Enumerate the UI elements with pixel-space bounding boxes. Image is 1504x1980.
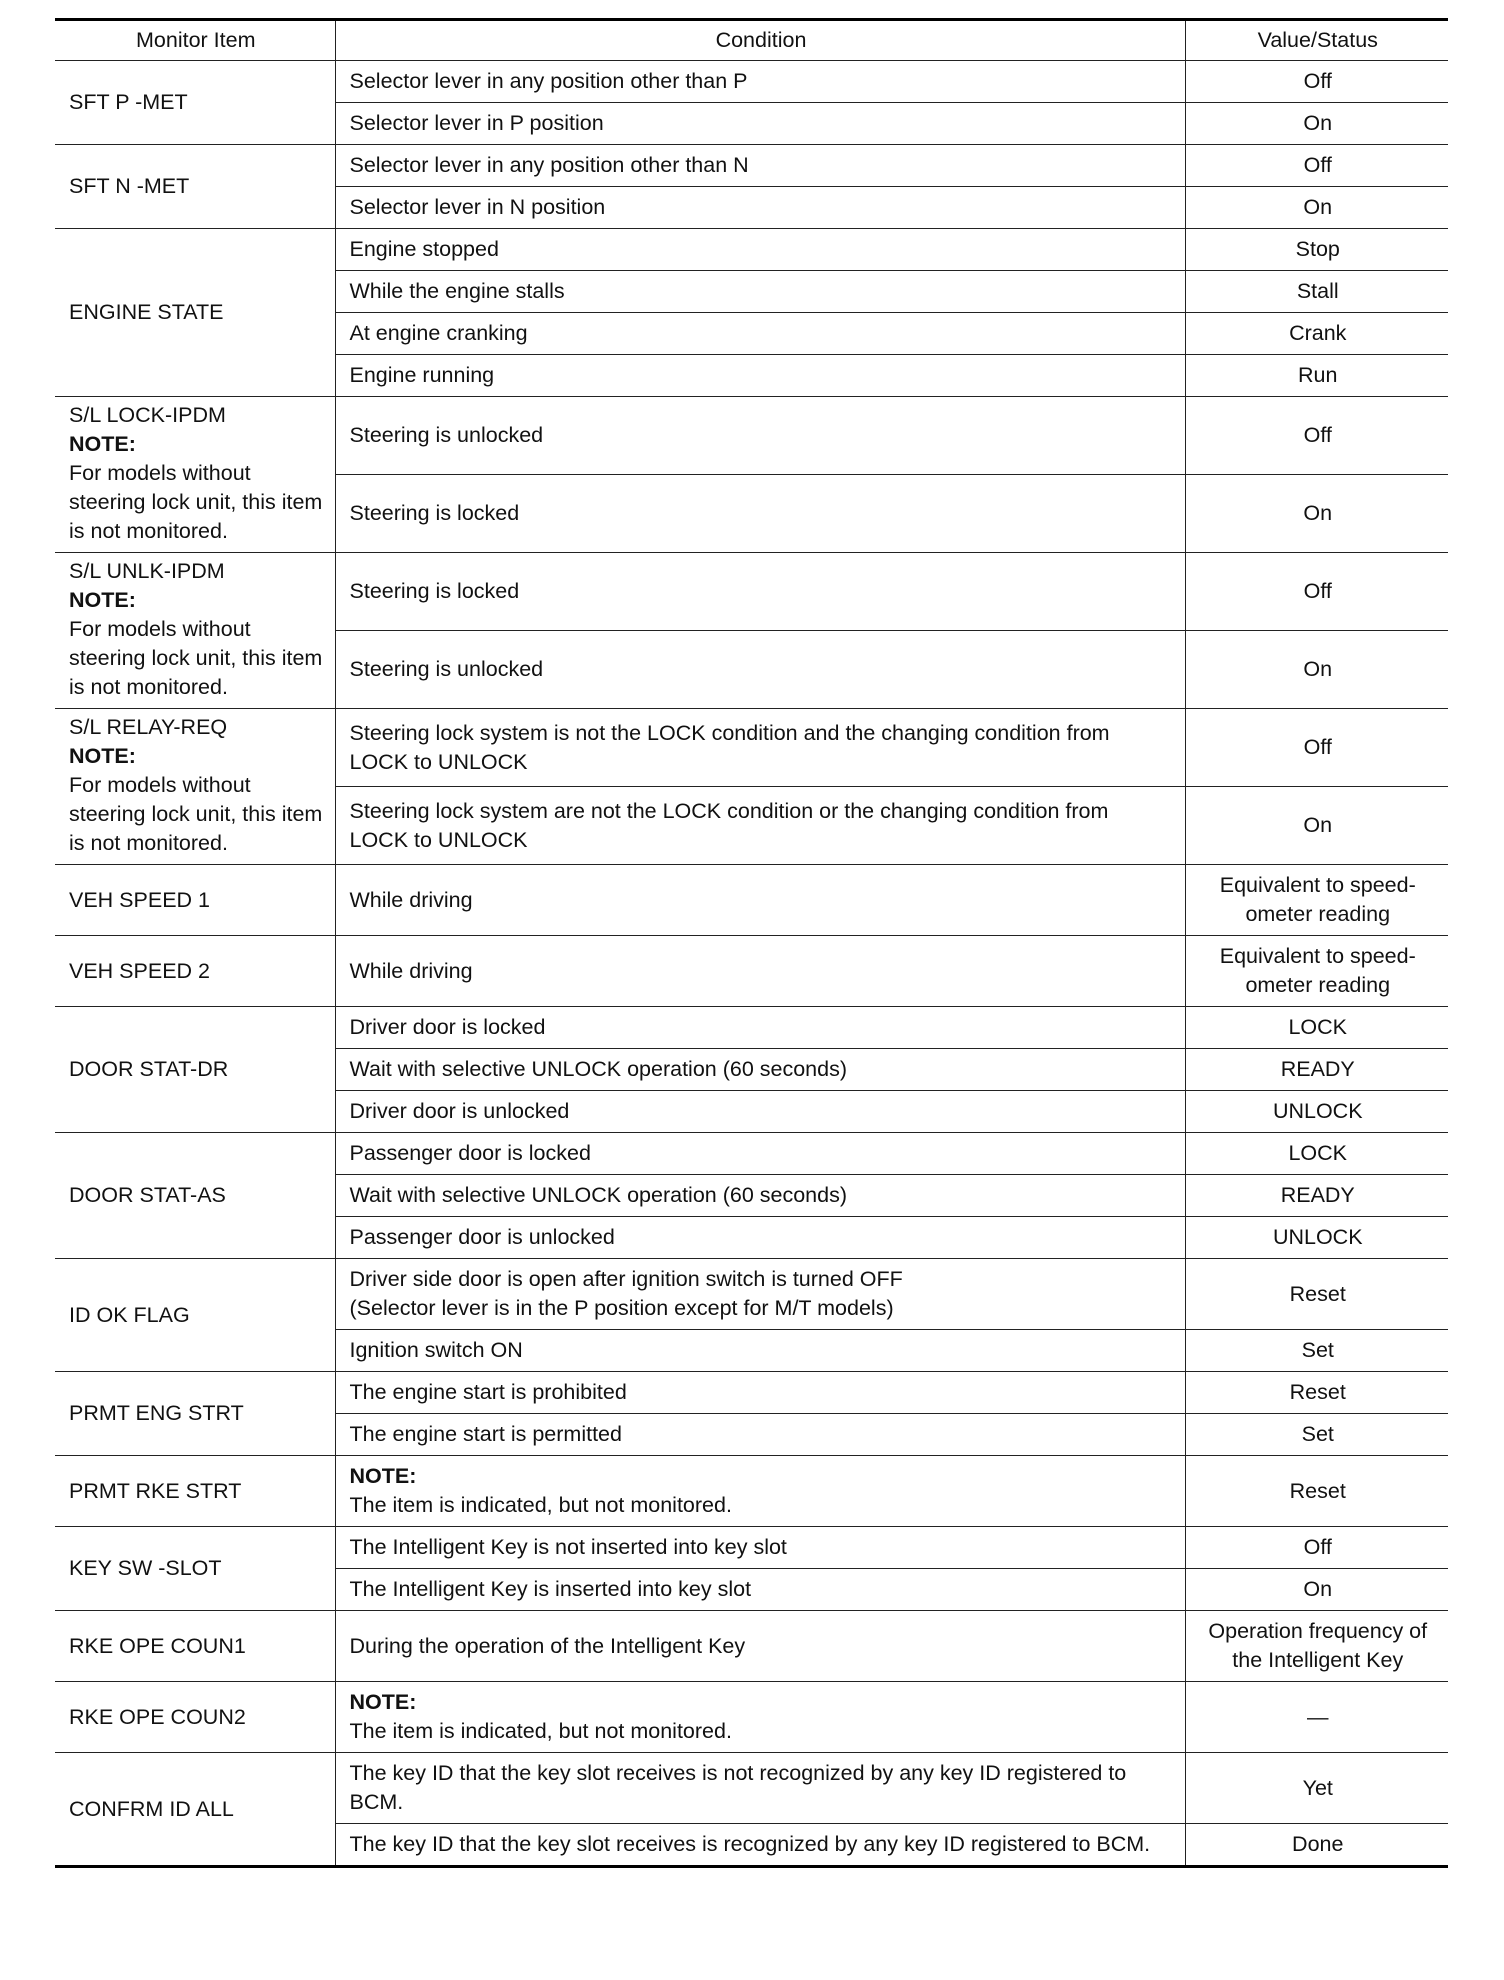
condition-text: Steering lock system are not the LOCK condition or the changing condition from LOCK to UNLOCK <box>349 798 1109 852</box>
value-status-cell: Reset <box>1185 1259 1448 1330</box>
monitor-item-cell <box>55 61 335 145</box>
value-status-cell: LOCK <box>1185 1007 1448 1049</box>
condition-cell <box>335 313 1185 355</box>
note-text: The item is indicated, but not monitored. <box>349 1493 732 1517</box>
table-row <box>55 865 1448 936</box>
condition-cell <box>335 1611 1185 1682</box>
monitor-item-name: KEY SW -SLOT <box>69 1556 222 1580</box>
condition-text: Steering is unlocked <box>349 423 544 447</box>
condition-text-2: (Selector lever is in the P position except for M/T models) <box>349 1296 894 1320</box>
condition-cell <box>335 187 1185 229</box>
monitor-item-cell <box>55 1611 335 1682</box>
table-row <box>55 1133 1448 1175</box>
value-status-cell: Yet <box>1185 1753 1448 1824</box>
value-status-cell: Equivalent to speed-ometer reading <box>1185 865 1448 936</box>
condition-text: Driver side door is open after ignition switch is turned OFF <box>349 1267 903 1291</box>
monitor-item-name: DOOR STAT-DR <box>69 1057 229 1081</box>
value-status-cell: Off <box>1185 553 1448 631</box>
condition-text: The engine start is permitted <box>349 1422 622 1446</box>
table-row <box>55 1259 1448 1330</box>
table-header-row <box>55 20 1448 61</box>
condition-cell <box>335 1133 1185 1175</box>
monitor-item-cell <box>55 1682 335 1753</box>
condition-text: While driving <box>349 887 473 912</box>
note-text: The item is indicated, but not monitored. <box>349 1719 732 1743</box>
monitor-item-cell <box>55 229 335 397</box>
header-value-status: Value/Status <box>1185 20 1448 61</box>
condition-text: Driver door is unlocked <box>349 1099 570 1123</box>
table-row <box>55 936 1448 1007</box>
table-row <box>55 229 1448 271</box>
monitor-item-name: S/L UNLK-IPDM <box>69 559 225 583</box>
value-status-cell: — <box>1185 1682 1448 1753</box>
table-row <box>55 1456 1448 1527</box>
monitor-item-cell <box>55 936 335 1007</box>
condition-text: During the operation of the Intelligent Key <box>349 1633 746 1658</box>
value-status-cell: On <box>1185 1569 1448 1611</box>
condition-text: At engine cranking <box>349 321 528 345</box>
condition-cell <box>335 145 1185 187</box>
monitor-item-table <box>55 18 1448 1868</box>
condition-cell <box>335 1824 1185 1867</box>
value-status-cell: Done <box>1185 1824 1448 1867</box>
value-status-cell: On <box>1185 187 1448 229</box>
value-status-cell: Off <box>1185 709 1448 787</box>
note-label: NOTE: <box>69 432 136 456</box>
monitor-item-cell <box>55 397 335 553</box>
monitor-item-name: VEH SPEED 2 <box>69 958 210 983</box>
value-status-cell: Equivalent to speed-ometer reading <box>1185 936 1448 1007</box>
condition-cell <box>335 936 1185 1007</box>
header-condition: Condition <box>335 20 1185 61</box>
monitor-item-name: ENGINE STATE <box>69 300 224 324</box>
condition-text: Steering is unlocked <box>349 657 544 681</box>
monitor-item-name: DOOR STAT-AS <box>69 1183 226 1207</box>
condition-text: Passenger door is unlocked <box>349 1225 615 1249</box>
condition-text: Ignition switch ON <box>349 1338 523 1362</box>
value-status-cell: LOCK <box>1185 1133 1448 1175</box>
monitor-item-name: S/L LOCK-IPDM <box>69 403 226 427</box>
monitor-item-cell <box>55 865 335 936</box>
monitor-item-cell <box>55 1527 335 1611</box>
value-status-cell: Stall <box>1185 271 1448 313</box>
table-row <box>55 1753 1448 1824</box>
value-status-cell: Off <box>1185 397 1448 475</box>
condition-cell <box>335 553 1185 631</box>
table-row <box>55 1527 1448 1569</box>
note-label: NOTE: <box>69 744 136 768</box>
table-body <box>55 61 1448 1867</box>
condition-text: Engine stopped <box>349 237 499 261</box>
condition-text: Driver door is locked <box>349 1015 546 1039</box>
table-row <box>55 709 1448 787</box>
monitor-item-name: SFT N -MET <box>69 174 190 198</box>
condition-text: Steering lock system is not the LOCK condition and the changing condition from LOCK to UNLOCK <box>349 720 1110 774</box>
monitor-item-name: PRMT ENG STRT <box>69 1401 244 1425</box>
condition-cell <box>335 355 1185 397</box>
value-status-cell: Set <box>1185 1330 1448 1372</box>
monitor-item-name: ID OK FLAG <box>69 1302 190 1327</box>
note-text: For models without steering lock unit, this item is not monitored. <box>69 461 323 543</box>
condition-cell <box>335 397 1185 475</box>
monitor-item-cell <box>55 1007 335 1133</box>
monitor-item-cell <box>55 553 335 709</box>
monitor-item-name: S/L RELAY-REQ <box>69 715 228 739</box>
condition-cell <box>335 1330 1185 1372</box>
condition-cell <box>335 865 1185 936</box>
table-row <box>55 1682 1448 1753</box>
table-row <box>55 553 1448 631</box>
condition-text: Steering is locked <box>349 579 520 603</box>
value-status-cell: Off <box>1185 1527 1448 1569</box>
condition-cell <box>335 1175 1185 1217</box>
value-status-cell: READY <box>1185 1049 1448 1091</box>
condition-cell <box>335 1372 1185 1414</box>
table-row <box>55 397 1448 475</box>
value-status-cell: Crank <box>1185 313 1448 355</box>
condition-cell <box>335 475 1185 553</box>
value-status-cell: Run <box>1185 355 1448 397</box>
note-text: For models without steering lock unit, this item is not monitored. <box>69 617 323 699</box>
condition-text: While the engine stalls <box>349 279 565 303</box>
value-status-cell: On <box>1185 475 1448 553</box>
value-status-cell: READY <box>1185 1175 1448 1217</box>
monitor-item-cell <box>55 1259 335 1372</box>
table-row <box>55 145 1448 187</box>
value-status-cell: Reset <box>1185 1456 1448 1527</box>
monitor-item-name: RKE OPE COUN1 <box>69 1633 246 1658</box>
condition-text: Wait with selective UNLOCK operation (60 seconds) <box>349 1057 847 1081</box>
condition-cell <box>335 1049 1185 1091</box>
condition-cell <box>335 229 1185 271</box>
value-status-cell: UNLOCK <box>1185 1217 1448 1259</box>
condition-cell <box>335 61 1185 103</box>
table-row <box>55 1372 1448 1414</box>
condition-text: While driving <box>349 958 473 983</box>
note-label: NOTE: <box>349 1690 417 1714</box>
value-status-cell: Set <box>1185 1414 1448 1456</box>
monitor-item-cell <box>55 1753 335 1867</box>
value-status-cell: Reset <box>1185 1372 1448 1414</box>
condition-cell <box>335 271 1185 313</box>
condition-text: Engine running <box>349 363 495 387</box>
monitor-item-name: VEH SPEED 1 <box>69 887 210 912</box>
note-label: NOTE: <box>349 1464 417 1488</box>
value-status-cell: Off <box>1185 61 1448 103</box>
monitor-item-cell <box>55 1133 335 1259</box>
value-status-cell: Operation frequency of the Intelligent Key <box>1185 1611 1448 1682</box>
value-status-cell: Stop <box>1185 229 1448 271</box>
table-row <box>55 1611 1448 1682</box>
note-text: For models without steering lock unit, this item is not monitored. <box>69 773 323 855</box>
note-label: NOTE: <box>69 588 136 612</box>
condition-cell <box>335 1682 1185 1753</box>
monitor-item-cell <box>55 709 335 865</box>
condition-cell <box>335 631 1185 709</box>
value-status-cell: Off <box>1185 145 1448 187</box>
condition-text: Selector lever in P position <box>349 111 604 135</box>
monitor-item-name: SFT P -MET <box>69 90 188 114</box>
condition-cell <box>335 1217 1185 1259</box>
value-status-cell: On <box>1185 103 1448 145</box>
condition-cell <box>335 1091 1185 1133</box>
condition-text: The engine start is prohibited <box>349 1380 627 1404</box>
table-row <box>55 61 1448 103</box>
condition-text: Selector lever in any position other than N <box>349 153 749 177</box>
condition-cell <box>335 1569 1185 1611</box>
header-monitor-item: Monitor Item <box>55 20 335 61</box>
monitor-item-cell <box>55 1456 335 1527</box>
condition-cell <box>335 1414 1185 1456</box>
condition-text: Selector lever in N position <box>349 195 606 219</box>
condition-text: The key ID that the key slot receives is not recognized by any key ID registered to BCM. <box>349 1761 1127 1814</box>
condition-cell <box>335 709 1185 787</box>
condition-cell <box>335 787 1185 865</box>
monitor-item-cell <box>55 145 335 229</box>
condition-text: The key ID that the key slot receives is recognized by any key ID registered to BCM. <box>349 1832 1151 1856</box>
condition-cell <box>335 1259 1185 1330</box>
value-status-cell: UNLOCK <box>1185 1091 1448 1133</box>
condition-cell <box>335 1456 1185 1527</box>
monitor-item-name: PRMT RKE STRT <box>69 1478 242 1503</box>
condition-text: Passenger door is locked <box>349 1141 591 1165</box>
monitor-item-name: RKE OPE COUN2 <box>69 1704 246 1729</box>
monitor-table-sheet <box>55 18 1448 1868</box>
condition-text: The Intelligent Key is inserted into key slot <box>349 1577 752 1601</box>
condition-cell <box>335 1753 1185 1824</box>
condition-text: Wait with selective UNLOCK operation (60 seconds) <box>349 1183 847 1207</box>
monitor-item-cell <box>55 1372 335 1456</box>
condition-cell <box>335 103 1185 145</box>
condition-cell <box>335 1527 1185 1569</box>
condition-cell <box>335 1007 1185 1049</box>
condition-text: Selector lever in any position other than P <box>349 69 748 93</box>
value-status-cell: On <box>1185 787 1448 865</box>
table-row <box>55 1007 1448 1049</box>
value-status-cell: On <box>1185 631 1448 709</box>
condition-text: The Intelligent Key is not inserted into key slot <box>349 1535 787 1559</box>
monitor-item-name: CONFRM ID ALL <box>69 1796 234 1821</box>
condition-text: Steering is locked <box>349 501 520 525</box>
